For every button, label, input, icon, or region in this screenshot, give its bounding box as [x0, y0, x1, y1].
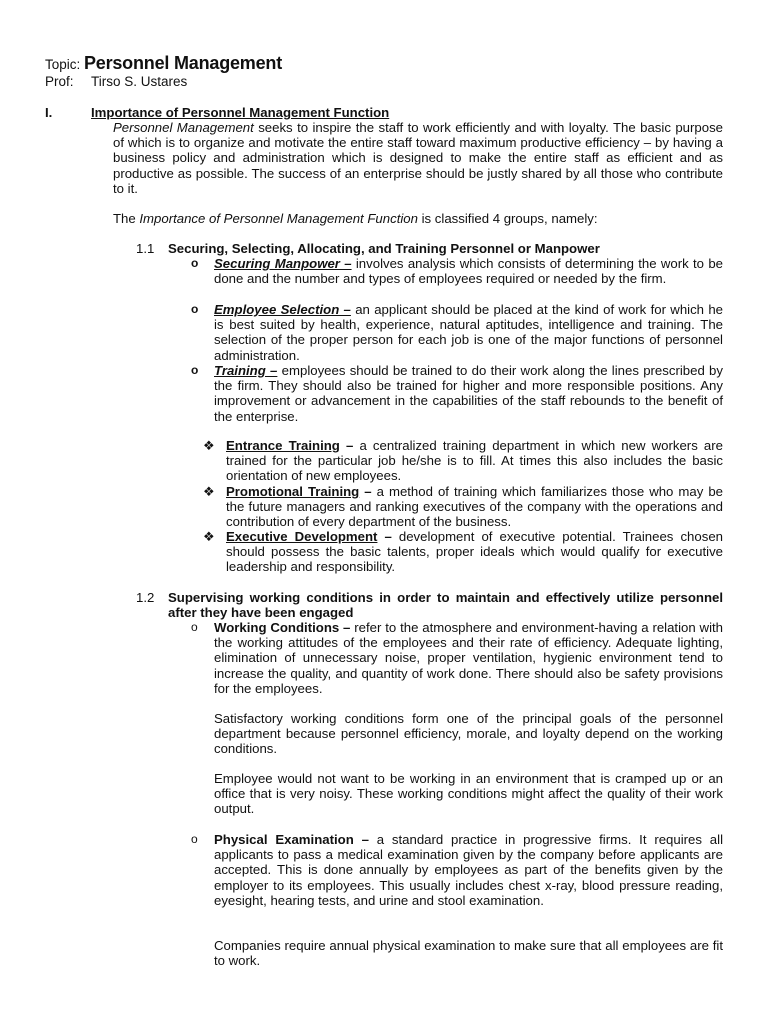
classified-paragraph [113, 211, 723, 226]
list-item [214, 620, 723, 696]
list-item [226, 484, 723, 530]
prof-name: Tirso S. Ustares [91, 74, 188, 89]
item-dash: – [359, 484, 372, 499]
list-item [214, 302, 723, 363]
prof-label: Prof: [45, 74, 74, 89]
item-text: a standard practice in progressive firms. It requires all applicants to pass a medical examination given by the company before applicants are accepted. This is done annually by employees as part of the benefits given by the employer to its employees. This usually includes chest x-ray, blood pressure reading, eyesight, hearing tests, and urine and stool examination. [214, 832, 723, 908]
diamond-bullet-icon: ❖ [203, 438, 215, 453]
paragraph: Companies require annual physical examination to make sure that all employees are fit to work. [214, 938, 723, 969]
item-text: employees should be trained to do their work along the lines prescribed by the firm. They should also be trained for higher and more responsible positions. Any improvement or advancement in the capabilities of the staff rebounds to the benefit of the enterprise. [214, 363, 723, 424]
classified-term: Importance of Personnel Management Function [139, 211, 418, 226]
list-item [214, 832, 723, 908]
item-term: Securing Manpower – [214, 256, 352, 271]
intro-text: seeks to inspire the staff to work efficiently and with loyalty. The basic purpose of which is to organize and motivate the entire staff toward maximum productive efficiency – by having a business policy and administration which is designed to make the entire staff as efficient and as productive as possible. The success of an enterprise should be justly shared by all those who contribute to it. [113, 120, 723, 196]
subsection-number: 1.2 [136, 590, 155, 605]
item-term: Entrance Training [226, 438, 340, 453]
item-term: Physical Examination – [214, 832, 369, 847]
section-title: Importance of Personnel Management Function [91, 105, 390, 120]
list-item [214, 256, 723, 286]
intro-paragraph [113, 120, 723, 196]
item-dash: – [377, 529, 392, 544]
item-term: Promotional Training [226, 484, 360, 499]
list-item [214, 363, 723, 424]
item-text: development of executive potential. Trainees chosen should possess the basic talents, proper ideals which would qualify for executive leadership and responsibility. [226, 529, 723, 575]
bullet-solid-icon: o [191, 363, 199, 377]
bullet-solid-icon: o [191, 302, 199, 316]
item-text: an applicant should be placed at the kind of work for which he is best suited by health, experience, natural aptitudes, intelligence and training. The selection of the proper person for each job is one of the major functions of personnel administration. [214, 302, 723, 363]
classified-pre: The [113, 211, 140, 226]
bullet-open-icon: o [191, 620, 198, 634]
item-term: Executive Development [226, 529, 378, 544]
subsection-title: Supervising working conditions in order to maintain and effectively utilize personnel after they have been engaged [168, 590, 723, 621]
diamond-bullet-icon: ❖ [203, 529, 215, 544]
item-term: Employee Selection – [214, 302, 351, 317]
list-item [226, 438, 723, 484]
classified-post: is classified 4 groups, namely: [417, 211, 598, 226]
item-text: involves analysis which consists of determining the work to be done and the number and types of employees required or needed by the firm. [214, 256, 723, 287]
prof-line [45, 74, 187, 89]
bullet-open-icon: o [191, 832, 198, 846]
list-item [226, 529, 723, 575]
item-term: Working Conditions – [214, 620, 351, 635]
intro-term: Personnel Management [113, 120, 254, 135]
subsection-title: Securing, Selecting, Allocating, and Training Personnel or Manpower [168, 241, 600, 256]
topic-label: Topic: [45, 57, 81, 72]
diamond-bullet-icon: ❖ [203, 484, 215, 499]
paragraph: Employee would not want to be working in an environment that is cramped up or an office that is very noisy. These working conditions might affect the quality of their work output. [214, 771, 723, 817]
item-term: Training – [214, 363, 278, 378]
section-number: I. [45, 105, 53, 120]
topic-title: Personnel Management [83, 53, 283, 73]
paragraph: Satisfactory working conditions form one of the principal goals of the personnel department because personnel efficiency, morale, and loyalty depend on the working conditions. [214, 711, 723, 757]
item-dash: – [339, 438, 354, 453]
subsection-number: 1.1 [136, 241, 155, 256]
item-text: refer to the atmosphere and environment-having a relation with the working attitudes of the employees and their rate of efficiency. Adequate lighting, elimination of unnecessary noise, proper ventilation, hygienic environment tend to increase the quality, and quantity of work done. There should also be safety provisions for the employees. [214, 620, 723, 696]
bullet-solid-icon: o [191, 256, 199, 270]
item-text: a centralized training department in which new workers are trained for the particular job he/she is to fill. At times this also includes the basic orientation of new employees. [226, 438, 723, 484]
topic-line [45, 53, 283, 73]
item-text: a method of training which familiarizes those who may be the future managers and ranking executives of the company with the operations and contribution of every department of the business. [226, 484, 723, 530]
